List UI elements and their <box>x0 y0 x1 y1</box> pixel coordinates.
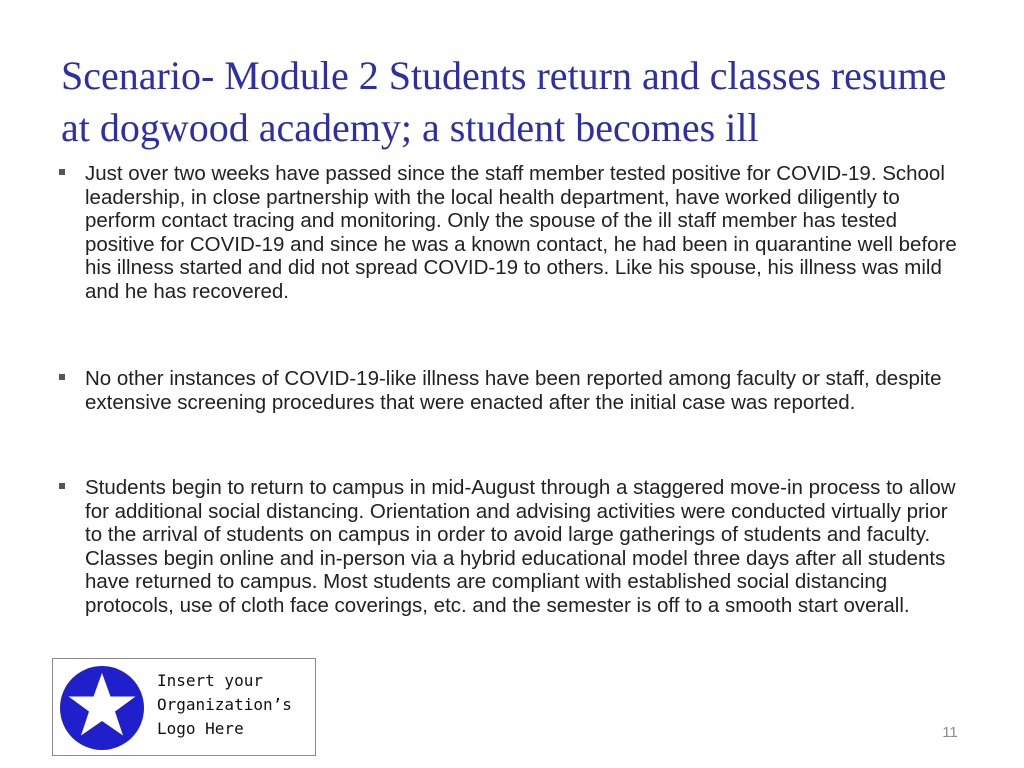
square-bullet-icon <box>59 169 65 175</box>
bullet-item <box>85 476 965 617</box>
page-number: 11 <box>942 724 958 741</box>
logo-placeholder-text <box>157 669 307 741</box>
square-bullet-icon <box>59 374 65 380</box>
logo-placeholder <box>52 658 316 756</box>
bullet-item <box>85 162 965 303</box>
star-icon <box>59 665 145 751</box>
logo-text-line: Logo Here <box>157 719 244 738</box>
bullet-text: Just over two weeks have passed since the staff member tested positive for COVID-19. School leadership, in close partnership with the local health department, have worked diligently to perform contact tracing and monitoring. Only the spouse of the ill staff member has tested positive for COVID-19 and since he was a known contact, he had been in quarantine well before his illness started and did not spread COVID-19 to others. Like his spouse, his illness was mild and he has recovered. <box>85 162 957 303</box>
bullet-text: No other instances of COVID-19-like illness have been reported among faculty or staff, despite extensive screening procedures that were enacted after the initial case was reported. <box>85 367 942 414</box>
slide-title: Scenario- Module 2 Students return and classes resume at dogwood academy; a student becomes ill <box>61 53 947 150</box>
square-bullet-icon <box>59 483 65 489</box>
logo-text-line: Insert your <box>157 671 263 690</box>
logo-text-line: Organization’s <box>157 695 292 714</box>
bullet-text: Students begin to return to campus in mid-August through a staggered move-in process to allow for additional social distancing. Orientation and advising activities were conducted virtually prior to the arrival of students on campus in order to avoid large gatherings of students and faculty. Classes begin online and in-person via a hybrid educational model three days after all students have returned to campus. Most students are compliant with established social distancing protocols, use of cloth face coverings, etc. and the semester is off to a smooth start overall. <box>85 476 956 617</box>
bullet-item <box>85 367 965 414</box>
